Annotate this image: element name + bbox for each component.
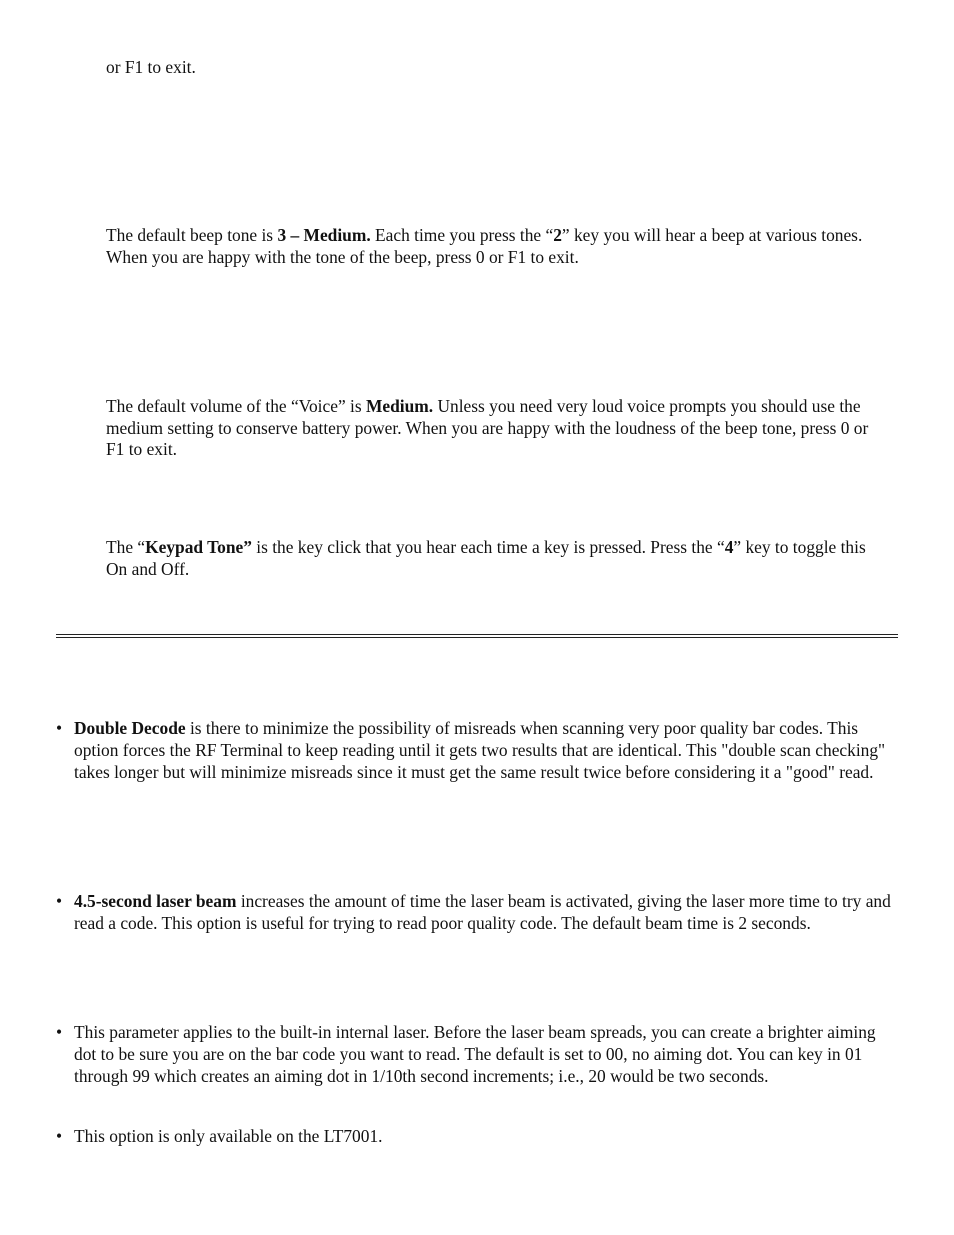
bullet-point-icon: •	[56, 1126, 63, 1146]
availability-note: This option is only available on the LT7001.	[74, 1126, 383, 1146]
bullet-laser-beam	[56, 891, 896, 935]
beep-tone-mid: Each time you press the “	[370, 225, 554, 245]
bullet-availability	[56, 1126, 896, 1148]
aiming-dot-description: This parameter applies to the built-in internal laser. Before the laser beam spreads, you can create a brighter aiming dot to be sure you are on the bar code you want to read. The default is set to 00, no aiming dot. You can key in 01 through 99 which creates an aiming dot in 1/10th second increments; i.e., 20 would be two seconds.	[74, 1022, 876, 1086]
intro-text	[106, 57, 886, 79]
intro-sentence: or F1 to exit.	[106, 57, 196, 77]
bullet-point-icon: •	[56, 891, 63, 911]
keypad-tone-key: 4	[724, 537, 734, 557]
section-divider-top	[56, 634, 898, 635]
bullet-laser-beam-text	[74, 891, 896, 935]
double-decode-description: is there to minimize the possibility of misreads when scanning very poor quality bar codes. This option forces the RF Terminal to keep reading until it gets two results that are identical. This "double scan checking" takes longer but will minimize misreads since it must get the same result twice before considering it a "good" read.	[74, 718, 886, 782]
double-decode-term: Double Decode	[74, 718, 186, 738]
keypad-tone-mid: is the key click that you hear each time a key is pressed. Press the “	[251, 537, 725, 557]
bullet-double-decode-text	[74, 718, 896, 783]
keypad-tone-paragraph	[106, 537, 886, 580]
voice-volume-paragraph	[106, 396, 886, 461]
voice-volume-default-value: Medium.	[365, 396, 434, 416]
beep-tone-post: ” key you will hear a beep at various tones. When you are happy with the tone of the beep, press 0 or F1 to exit.	[106, 225, 863, 267]
bullet-aiming-dot	[56, 1022, 896, 1087]
keypad-tone-pre: The “	[106, 537, 146, 557]
keypad-tone-term: Keypad Tone”	[145, 537, 252, 557]
voice-volume-post: Unless you need very loud voice prompts you should use the medium setting to conserve battery power. When you are happy with the loudness of the beep tone, press 0 or F1 to exit.	[106, 396, 869, 460]
beep-tone-pre: The default beep tone is	[106, 225, 278, 245]
laser-beam-term: 4.5-second laser beam	[74, 891, 237, 911]
keypad-tone-post: ” key to toggle this On and Off.	[106, 537, 866, 579]
voice-volume-pre: The default volume of the “Voice” is	[106, 396, 366, 416]
bullet-double-decode	[56, 718, 896, 783]
bullet-point-icon: •	[56, 718, 63, 738]
bullet-point-icon: •	[56, 1022, 63, 1042]
section-divider-bottom	[56, 637, 898, 638]
laser-beam-description: increases the amount of time the laser beam is activated, giving the laser more time to try and read a code. This option is useful for trying to read poor quality code. The default beam time is 2 seconds.	[74, 891, 891, 933]
beep-tone-key: 2	[553, 225, 562, 245]
beep-tone-paragraph	[106, 225, 886, 268]
beep-tone-default-value: 3 – Medium.	[277, 225, 371, 245]
